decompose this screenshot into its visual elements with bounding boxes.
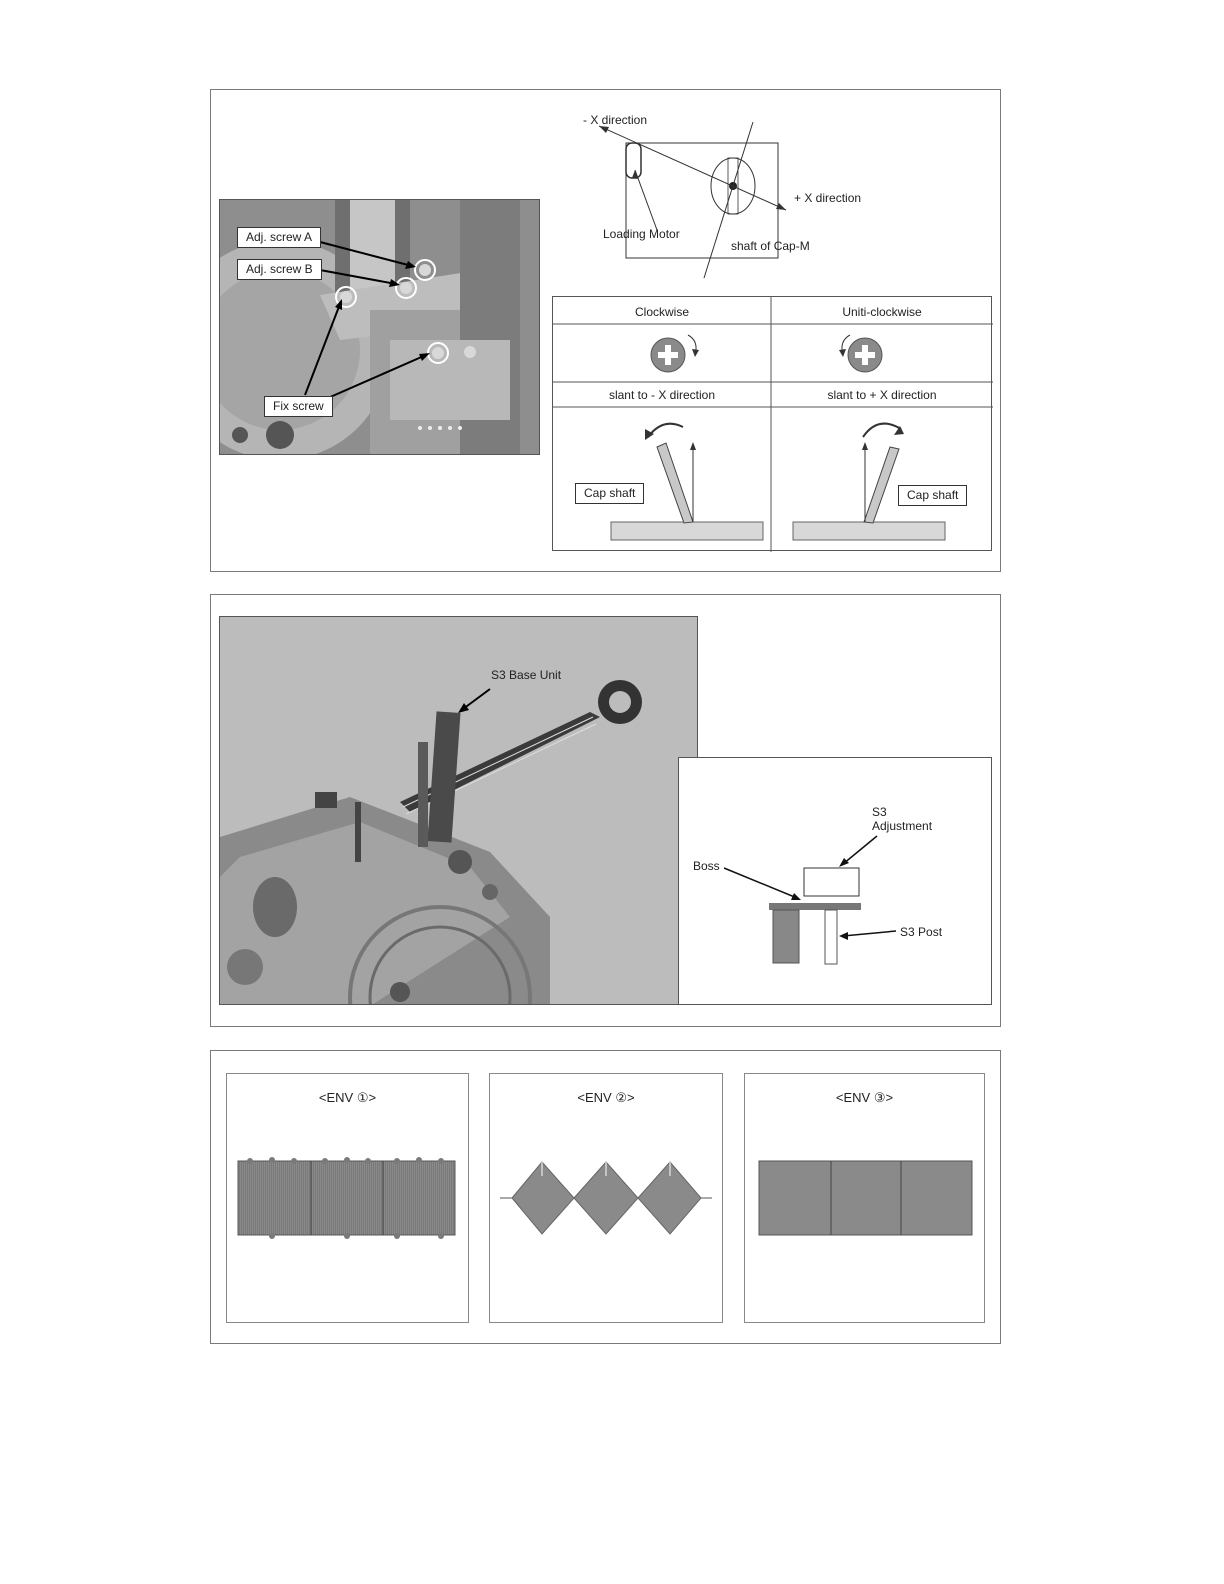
envelope-waveform-1: [227, 1074, 470, 1324]
clockwise-header: Clockwise: [634, 305, 689, 319]
counter-clockwise-screw-icon: [839, 335, 882, 372]
cap-shaft-label-right: Cap shaft: [898, 485, 967, 506]
envelope-panel-2: [489, 1073, 723, 1323]
s3-base-unit-photo: [219, 616, 698, 1005]
s3-post-label: S3 Post: [900, 925, 943, 939]
minus-x-direction-label: - X direction: [583, 113, 648, 127]
plus-x-direction-label: + X direction: [794, 191, 862, 205]
shaft-cap-m-label: shaft of Cap-M: [731, 239, 810, 253]
boss-label: Boss: [693, 859, 720, 873]
section-envelope-waveforms: [210, 1050, 1001, 1344]
counter-clockwise-header: Uniti-clockwise: [842, 305, 922, 319]
s3-adjustment-label-line2: Adjustment: [872, 819, 933, 833]
rotation-table: [552, 296, 992, 551]
adjustment-screws-photo: [219, 199, 540, 455]
s3-adjustment-label-line1: S3: [872, 805, 887, 819]
section-s3-base-unit: [210, 594, 1001, 1027]
fix-screw-label: Fix screw: [264, 396, 333, 417]
envelope-title-1: <ENV ①>: [318, 1090, 377, 1105]
adj-screw-a-label: Adj. screw A: [237, 227, 321, 248]
envelope-title-3: <ENV ③>: [835, 1090, 894, 1105]
direction-diagram: [571, 110, 891, 285]
adj-screw-b-label: Adj. screw B: [237, 259, 322, 280]
loading-motor-label: Loading Motor: [603, 227, 680, 241]
envelope-panel-3: [744, 1073, 985, 1323]
cap-shaft-label-left: Cap shaft: [575, 483, 644, 504]
clockwise-screw-icon: [651, 335, 699, 372]
clockwise-result: slant to - X direction: [608, 388, 716, 402]
envelope-title-2: <ENV ②>: [577, 1090, 635, 1105]
envelope-waveform-2: [490, 1074, 724, 1324]
envelope-panel-1: [226, 1073, 469, 1323]
counter-clockwise-result: slant to + X direction: [827, 388, 937, 402]
s3-adjustment-diagram: [678, 757, 992, 1005]
section-cap-shaft-adjustment: [210, 89, 1001, 572]
envelope-waveform-3: [745, 1074, 986, 1324]
s3-base-unit-label: S3 Base Unit: [491, 668, 562, 682]
